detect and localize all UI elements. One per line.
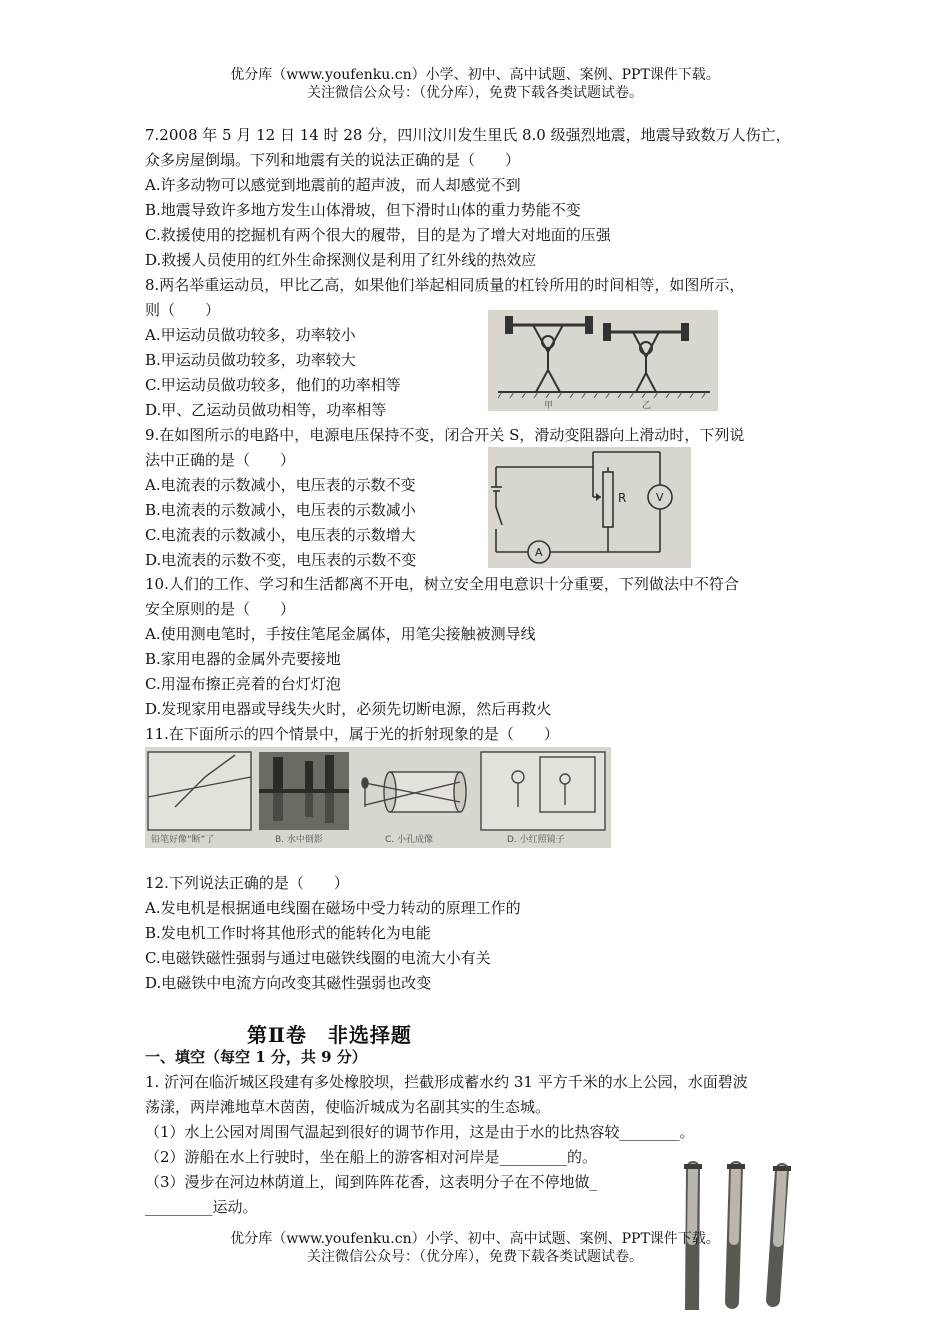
q8-stem-2: 则（ ） — [145, 301, 221, 319]
footer-line-2: 关注微信公众号：（优分库），免费下载各类试题试卷。 — [307, 1249, 643, 1265]
q10-stem-1: 10.人们的工作、学习和生活都离不开电，树立安全用电意识十分重要，下列做法中不符合 — [145, 575, 739, 593]
q7-stem-2: 众多房屋倒塌。下列和地震有关的说法正确的是（ ） — [145, 151, 521, 169]
q9-option-c: C.电流表的示数减小，电压表的示数增大 — [145, 526, 416, 544]
q10-stem-2: 安全原则的是（ ） — [145, 600, 296, 618]
q9-label-r: R — [618, 491, 627, 505]
q7-option-d: D.救援人员使用的红外生命探测仪是利用了红外线的热效应 — [145, 251, 537, 269]
q12-option-c: C.电磁铁磁性强弱与通过电磁铁线圈的电流大小有关 — [145, 949, 491, 967]
q10-option-a: A.使用测电笔时，手按住笔尾金属体，用笔尖接触被测导线 — [145, 625, 536, 643]
q12-option-d: D.电磁铁中电流方向改变其磁性强弱也改变 — [145, 974, 432, 992]
part2-q1-part-3b: _________运动。 — [145, 1198, 258, 1216]
q8-option-a: A.甲运动员做功较多，功率较小 — [145, 326, 356, 344]
q8-label-jia: 甲 — [544, 401, 554, 411]
q12-option-b: B.发电机工作时将其他形式的能转化为电能 — [145, 924, 431, 942]
q11-caption-a: 铅笔好像“断”了 — [151, 835, 215, 845]
part2-q1-part-1: （1）水上公园对周围气温起到很好的调节作用，这是由于水的比热容较________。 — [145, 1123, 695, 1141]
q11-caption-b: B. 水中倒影 — [275, 835, 323, 845]
q9-option-a: A.电流表的示数减小，电压表的示数不变 — [145, 476, 416, 494]
part2-q1-part-3a: （3）漫步在河边林荫道上，闻到阵阵花香，这表明分子在不停地做_ — [145, 1173, 598, 1191]
q10-option-d: D.发现家用电器或导线失火时，必须先切断电源，然后再救火 — [145, 700, 552, 718]
q9-label-v: V — [656, 491, 664, 504]
q7-option-b: B.地震导致许多地方发生山体滑坡，但下滑时山体的重力势能不变 — [145, 201, 581, 219]
q10-option-b: B.家用电器的金属外壳要接地 — [145, 650, 341, 668]
q11-stem: 11.在下面所示的四个情景中，属于光的折射现象的是（ ） — [145, 725, 559, 743]
q8-option-d: D.甲、乙运动员做功相等，功率相等 — [145, 401, 387, 419]
q12-stem: 12.下列说法正确的是（ ） — [145, 874, 349, 892]
optics-scenes-icon — [145, 747, 611, 848]
part2-title: 第Ⅱ卷 非选择题 — [247, 1023, 412, 1047]
q9-option-b: B.电流表的示数减小，电压表的示数减小 — [145, 501, 416, 519]
q8-stem-1: 8.两名举重运动员，甲比乙高，如果他们举起相同质量的杠铃所用的时间相等，如图所示， — [145, 276, 745, 294]
q8-label-yi: 乙 — [642, 401, 652, 411]
header-line-1: 优分库（www.youfenku.cn）小学、初中、高中试题、案例、PPT课件下载。 — [230, 67, 720, 83]
q11-caption-d: D. 小红照镜子 — [507, 835, 565, 845]
q7-option-a: A.许多动物可以感觉到地震前的超声波，而人却感觉不到 — [145, 176, 521, 194]
q9-label-a: A — [535, 546, 543, 559]
header-line-2: 关注微信公众号：（优分库），免费下载各类试题试卷。 — [307, 85, 643, 101]
q12-option-a: A.发电机是根据通电线圈在磁场中受力转动的原理工作的 — [145, 899, 521, 917]
q9-stem-2: 法中正确的是（ ） — [145, 451, 296, 469]
part2-section-heading: 一、填空（每空 1 分，共 9 分） — [145, 1048, 367, 1066]
part2-q1-stem-2: 荡漾，两岸滩地草木茵茵，使临沂城成为名副其实的生态城。 — [145, 1098, 551, 1116]
part2-q1-stem-1: 1. 沂河在临沂城区段建有多处橡胶坝，拦截形成蓄水约 31 平方千米的水上公园，水面碧波 — [145, 1073, 748, 1091]
q9-stem-1: 9.在如图所示的电路中，电源电压保持不变，闭合开关 S，滑动变阻器向上滑动时，下列说 — [145, 426, 745, 444]
q8-option-b: B.甲运动员做功较多，功率较大 — [145, 351, 356, 369]
footer-line-1: 优分库（www.youfenku.cn）小学、初中、高中试题、案例、PPT课件下载。 — [230, 1231, 720, 1247]
q7-option-c: C.救援使用的挖掘机有两个很大的履带，目的是为了增大对地面的压强 — [145, 226, 611, 244]
q9-option-d: D.电流表的示数不变，电压表的示数不变 — [145, 551, 417, 569]
q11-caption-c: C. 小孔成像 — [385, 835, 434, 845]
q7-stem-1: 7.2008 年 5 月 12 日 14 时 28 分，四川汶川发生里氏 8.0 级强烈地震，地震导致数万人伤亡， — [145, 126, 791, 144]
q10-option-c: C.用湿布擦正亮着的台灯灯泡 — [145, 675, 341, 693]
q8-option-c: C.甲运动员做功较多，他们的功率相等 — [145, 376, 401, 394]
part2-q1-part-2: （2）游船在水上行驶时，坐在船上的游客相对河岸是_________的。 — [145, 1148, 598, 1166]
weightlifters-icon — [488, 310, 718, 411]
circuit-diagram-icon — [488, 447, 691, 568]
